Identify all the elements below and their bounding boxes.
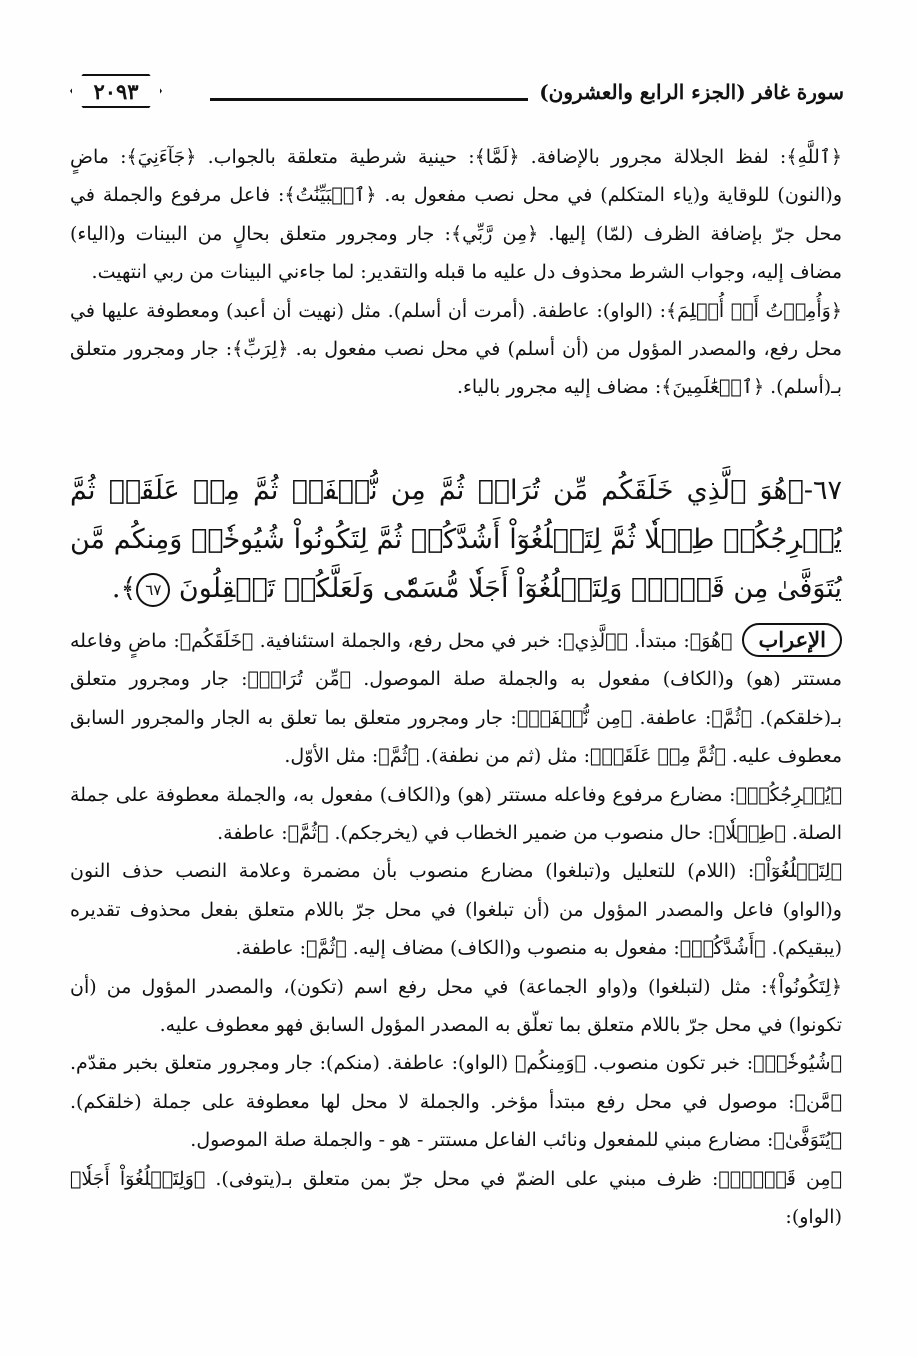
verse-text: ﴿هُوَ ٱلَّذِي خَلَقَكُم مِّن تُرَابٖ ثُمَّ مِن نُّطۡفَةٖ ثُمَّ مِنۡ عَلَقَةٖ ثُمَّ يُخۡرِجُكُمۡ طِفۡلٗا ثُمَّ لِتَبۡلُغُوٓاْ أَشُدَّكُمۡ ثُمَّ لِتَكُونُواْ شُيُوخٗاۚ وَمِنكُم مَّن يُتَوَفَّىٰ مِن قَبۡلُۖ وَلِتَبۡلُغُوٓاْ أَجَلٗا مُّسَمّٗى وَلَعَلَّكُمۡ تَعۡقِلُونَ [70,475,842,604]
verse-closing: ﴾. [111,573,137,604]
ayah-end-marker: ٦٧ [136,573,170,607]
verse-number: ٦٧- [803,475,842,506]
paragraph: ﴿مِن قَبۡلُۖ﴾: ظرف مبني على الضمّ في محل جرّ بمن متعلق بـ(يتوفى). ﴿وَلِتَبۡلُغُوٓاْ أَجَلٗا﴾ (الواو): [70,1167,842,1229]
paragraph: ﴿ٱللَّهِ﴾: لفظ الجلالة مجرور بالإضافة. ﴿لَمَّا﴾: حينية شرطية متعلقة بالجواب. ﴿جَآءَنِيَ﴾: ماضٍ و(النون) للوقاية و(ياء المتكلم) في محل نصب مفعول به. ﴿ٱلۡبَيِّنَٰتُ﴾: فاعل مرفوع والجملة في محل جرّ بإضافة الظرف (لمّا) إليها. ﴿مِن رَّبِّي﴾: جار ومجرور متعلق بحالٍ من البينات و(الياء) مضاف إليه، وجواب الشرط محذوف دل عليه ما قبله والتقدير: لما جاءني البينات من ربي انتهيت. [70,146,842,284]
running-header [70,74,844,114]
header-rule [210,98,528,101]
quran-verse [70,466,842,613]
irab-block [70,622,842,1237]
running-title: سورة غافر (الجزء الرابع والعشرون) [539,80,844,104]
paragraph-text: ﴿هُوَ﴾: مبتدأ. ﴿ٱلَّذِي﴾: خبر في محل رفع، والجملة استئنافية. ﴿خَلَقَكُم﴾: ماضٍ وفاعله مستتر (هو) و(الكاف) مفعول به والجملة صلة الموصول. ﴿مِّن تُرَابٖ﴾: جار ومجرور متعلق بـ(خلقكم). ﴿ثُمَّ﴾: عاطفة. ﴿مِن نُّطۡفَةٖ﴾: جار ومجرور متعلق بما تعلق به الجار والمجرور السابق معطوف عليه. ﴿ثُمَّ مِنۡ عَلَقَةٖ﴾: مثل (ثم من نطفة). ﴿ثُمَّ﴾: مثل الأوّل. [70,630,842,768]
paragraph: ﴿يُخۡرِجُكُمۡ﴾: مضارع مرفوع وفاعله مستتر (هو) و(الكاف) مفعول به، والجملة معطوفة على جملة الصلة. ﴿طِفۡلٗا﴾: حال منصوب من ضمير الخطاب في (يخرجكم). ﴿ثُمَّ﴾: عاطفة. [70,783,842,845]
irab-continued-block [70,138,842,407]
page-number-text: ٢٠٩٣ [93,78,139,104]
paragraph: ﴿شُيُوخٗاۚ﴾: خبر تكون منصوب. ﴿وَمِنكُم﴾ (الواو): عاطفة. (منكم): جار ومجرور متعلق بخبر مقدّم. ﴿مَّن﴾: موصول في محل رفع مبتدأ مؤخر. والجملة لا محل لها معطوفة على جملة (خلقكم). ﴿يُتَوَفَّىٰ﴾: مضارع مبني للمفعول ونائب الفاعل مستتر - هو - والجملة صلة الموصول. [70,1052,842,1152]
paragraph [70,622,842,776]
paragraph: ﴿لِتَكُونُواْ﴾: مثل (لتبلغوا) و(واو الجماعة) في محل رفع اسم (تكون)، والمصدر المؤول من (أن تكونوا) في محل جرّ باللام متعلق بما تعلّق به المصدر المؤول السابق فهو معطوف عليه. [70,975,842,1037]
irab-label: الإعراب [742,623,842,657]
page-number [70,74,162,108]
paragraph: ﴿وَأُمِرۡتُ أَنۡ أُسۡلِمَ﴾: (الواو): عاطفة. (أمرت أن أسلم). مثل (نهيت أن أعبد) ومعطوفة عليها في محل رفع، والمصدر المؤول من (أن أسلم) في محل نصب مفعول به. ﴿لِرَبِّ﴾: جار ومجرور متعلق بـ(أسلم). ﴿ٱلۡعَٰلَمِينَ﴾: مضاف إليه مجرور بالياء. [70,299,842,399]
paragraph: ﴿لِتَبۡلُغُوٓاْ﴾: (اللام) للتعليل و(تبلغوا) مضارع منصوب بأن مضمرة وعلامة النصب حذف النون و(الواو) فاعل والمصدر المؤول من (أن تبلغوا) في محل جرّ باللام متعلق بفعل محذوف تقديره (يبقيكم). ﴿أَشُدَّكُمۡ﴾: مفعول به منصوب و(الكاف) مضاف إليه. ﴿ثُمَّ﴾: عاطفة. [70,860,842,960]
